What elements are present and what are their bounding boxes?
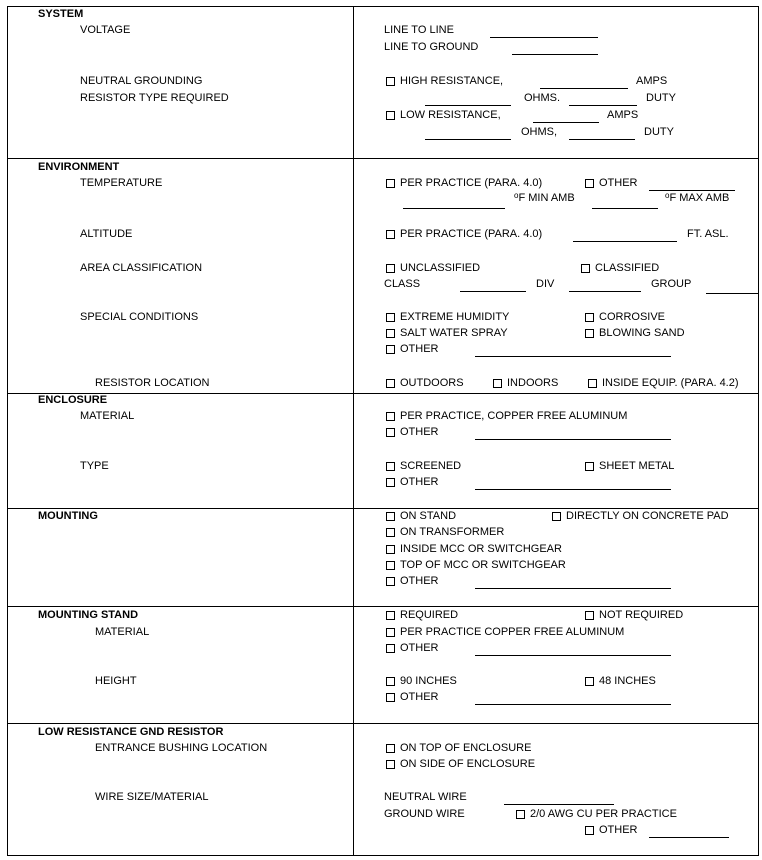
enclosure-material-other-label: OTHER [400,426,439,438]
group-label: GROUP [651,278,692,290]
stand-height-label: HEIGHT [95,675,137,687]
row-divider-enclosure [7,393,759,394]
special-other-label: OTHER [400,343,439,355]
on-top-checkbox[interactable] [386,744,395,753]
enclosure-material-other-field[interactable] [475,439,671,440]
voltage-label: VOLTAGE [80,24,131,36]
screened-label: SCREENED [400,460,462,472]
resistor-location-label: RESISTOR LOCATION [95,377,210,389]
ngr-label-line2: RESISTOR TYPE REQUIRED [80,92,229,104]
group-field[interactable] [706,293,758,294]
height-48-checkbox[interactable] [585,677,594,686]
class-label: CLASS [384,278,421,290]
temp-other-field[interactable] [649,190,735,191]
stand-material-other-field[interactable] [475,655,671,656]
enclosure-material-label: MATERIAL [80,410,135,422]
mounting-stand-header-underline [140,606,190,607]
low-resistance-checkbox[interactable] [386,111,395,120]
directly-on-pad-label: DIRECTLY ON CONCRETE PAD [566,510,729,522]
ground-wire-label: GROUND WIRE [384,808,465,820]
unclassified-checkbox[interactable] [386,264,395,273]
mounting-other-checkbox[interactable] [386,577,395,586]
special-other-checkbox[interactable] [386,345,395,354]
max-amb-field[interactable] [592,208,658,209]
enclosure-header: ENCLOSURE [38,394,108,406]
temp-other-label: OTHER [599,177,638,189]
degree-symbol: o [514,191,519,200]
height-other-field[interactable] [475,704,671,705]
temperature-label: TEMPERATURE [80,177,163,189]
table-border-top [7,6,759,7]
row-divider-mounting-stand [7,606,759,607]
high-res-amps-field[interactable] [540,88,628,89]
area-classification-label: AREA CLASSIFICATION [80,262,203,274]
max-amb-text: F MAX AMB [669,192,730,204]
mounting-stand-header: MOUNTING STAND [38,609,139,621]
awg-checkbox[interactable] [516,810,525,819]
low-res-gnd-header: LOW RESISTANCE GND RESISTOR [38,726,224,738]
high-res-ohms-field[interactable] [425,105,511,106]
top-of-mcc-label: TOP OF MCC OR SWITCHGEAR [400,559,566,571]
class-field[interactable] [460,291,526,292]
enclosure-material-other-checkbox[interactable] [386,428,395,437]
line-to-line-label: LINE TO LINE [384,24,454,36]
neutral-wire-field[interactable] [504,804,614,805]
on-stand-checkbox[interactable] [386,512,395,521]
on-side-checkbox[interactable] [386,760,395,769]
height-90-checkbox[interactable] [386,677,395,686]
line-to-ground-label: LINE TO GROUND [384,41,479,53]
inside-mcc-label: INSIDE MCC OR SWITCHGEAR [400,543,562,555]
stand-material-other-checkbox[interactable] [386,644,395,653]
min-amb-label [514,192,575,205]
low-res-duty-label: DUTY [644,126,674,138]
classified-label: CLASSIFIED [595,262,660,274]
system-header: SYSTEM [38,8,84,20]
unclassified-label: UNCLASSIFIED [400,262,481,274]
degree-symbol: o [665,191,670,200]
div-field[interactable] [569,291,641,292]
directly-on-pad-checkbox[interactable] [552,512,561,521]
column-divider [353,6,354,856]
row-divider-mounting [7,508,759,509]
altitude-per-practice-label: PER PRACTICE (PARA. 4.0) [400,228,543,240]
neutral-wire-label: NEUTRAL WIRE [384,791,467,803]
enclosure-type-other-checkbox[interactable] [386,478,395,487]
stand-per-practice-checkbox[interactable] [386,628,395,637]
altitude-label: ALTITUDE [80,228,133,240]
environment-header: ENVIRONMENT [38,161,120,173]
altitude-per-practice-checkbox[interactable] [386,230,395,239]
salt-water-spray-label: SALT WATER SPRAY [400,327,508,339]
temp-per-practice-checkbox[interactable] [386,179,395,188]
temp-other-checkbox[interactable] [585,179,594,188]
stand-material-other-label: OTHER [400,642,439,654]
extreme-humidity-checkbox[interactable] [386,313,395,322]
indoors-label: INDOORS [507,377,559,389]
inside-equip-label: INSIDE EQUIP. (PARA. 4.2) [602,377,739,389]
height-48-label: 48 INCHES [599,675,656,687]
on-transformer-checkbox[interactable] [386,528,395,537]
inside-equip-checkbox[interactable] [588,379,597,388]
top-of-mcc-checkbox[interactable] [386,561,395,570]
wire-size-label: WIRE SIZE/MATERIAL [95,791,209,803]
enclosure-per-practice-checkbox[interactable] [386,412,395,421]
on-stand-label: ON STAND [400,510,457,522]
enclosure-type-label: TYPE [80,460,109,472]
ft-asl-label: FT. ASL. [687,228,729,240]
outdoors-checkbox[interactable] [386,379,395,388]
mounting-other-field[interactable] [475,588,671,589]
low-res-amps-label: AMPS [607,109,639,121]
stand-per-practice-label: PER PRACTICE COPPER FREE ALUMINUM [400,626,625,638]
enclosure-type-other-label: OTHER [400,476,439,488]
corrosive-label: CORROSIVE [599,311,666,323]
stand-required-label: REQUIRED [400,609,459,621]
enclosure-per-practice-label: PER PRACTICE, COPPER FREE ALUMINUM [400,410,628,422]
high-res-duty-field[interactable] [569,105,637,106]
corrosive-checkbox[interactable] [585,313,594,322]
height-other-checkbox[interactable] [386,693,395,702]
mounting-other-label: OTHER [400,575,439,587]
sheet-metal-label: SHEET METAL [599,460,675,472]
blowing-sand-checkbox[interactable] [585,329,594,338]
outdoors-label: OUTDOORS [400,377,464,389]
stand-required-checkbox[interactable] [386,611,395,620]
min-amb-field[interactable] [403,208,505,209]
salt-water-spray-checkbox[interactable] [386,329,395,338]
low-res-amps-field[interactable] [533,122,599,123]
ground-wire-other-field[interactable] [649,837,729,838]
awg-label: 2/0 AWG CU PER PRACTICE [530,808,677,820]
height-other-label: OTHER [400,691,439,703]
low-res-duty-field[interactable] [569,139,635,140]
high-resistance-label: HIGH RESISTANCE, [400,75,504,87]
high-resistance-checkbox[interactable] [386,77,395,86]
max-amb-label [665,192,729,205]
mounting-header: MOUNTING [38,510,98,522]
line-to-line-field[interactable] [490,37,598,38]
classified-checkbox[interactable] [581,264,590,273]
line-to-ground-field[interactable] [512,54,598,55]
low-res-ohms-field[interactable] [425,139,511,140]
extreme-humidity-label: EXTREME HUMIDITY [400,311,510,323]
height-90-label: 90 INCHES [400,675,457,687]
ground-wire-other-checkbox[interactable] [585,826,594,835]
on-top-label: ON TOP OF ENCLOSURE [400,742,532,754]
sheet-metal-checkbox[interactable] [585,462,594,471]
stand-not-required-label: NOT REQUIRED [599,609,684,621]
special-other-field[interactable] [475,356,671,357]
table-border-right [758,6,759,856]
row-divider-environment [7,158,759,159]
high-res-amps-label: AMPS [636,75,668,87]
low-res-ohms-label: OHMS, [521,126,558,138]
special-conditions-label: SPECIAL CONDITIONS [80,311,199,323]
screened-checkbox[interactable] [386,462,395,471]
specification-form [7,6,759,856]
stand-material-label: MATERIAL [95,626,150,638]
indoors-checkbox[interactable] [493,379,502,388]
table-border-bottom [7,855,759,856]
on-side-label: ON SIDE OF ENCLOSURE [400,758,536,770]
blowing-sand-label: BLOWING SAND [599,327,685,339]
stand-not-required-checkbox[interactable] [585,611,594,620]
high-res-ohms-label: OHMS. [524,92,561,104]
altitude-field[interactable] [573,241,677,242]
temp-per-practice-label: PER PRACTICE (PARA. 4.0) [400,177,543,189]
low-resistance-label: LOW RESISTANCE, [400,109,501,121]
on-transformer-label: ON TRANSFORMER [400,526,505,538]
row-divider-low-res [7,723,759,724]
high-res-duty-label: DUTY [646,92,676,104]
min-amb-text: F MIN AMB [518,192,575,204]
inside-mcc-checkbox[interactable] [386,545,395,554]
table-border-left [7,6,8,856]
div-label: DIV [536,278,555,290]
ngr-label-line1: NEUTRAL GROUNDING [80,75,203,87]
ground-wire-other-label: OTHER [599,824,638,836]
bushing-location-label: ENTRANCE BUSHING LOCATION [95,742,268,754]
enclosure-type-other-field[interactable] [475,489,671,490]
